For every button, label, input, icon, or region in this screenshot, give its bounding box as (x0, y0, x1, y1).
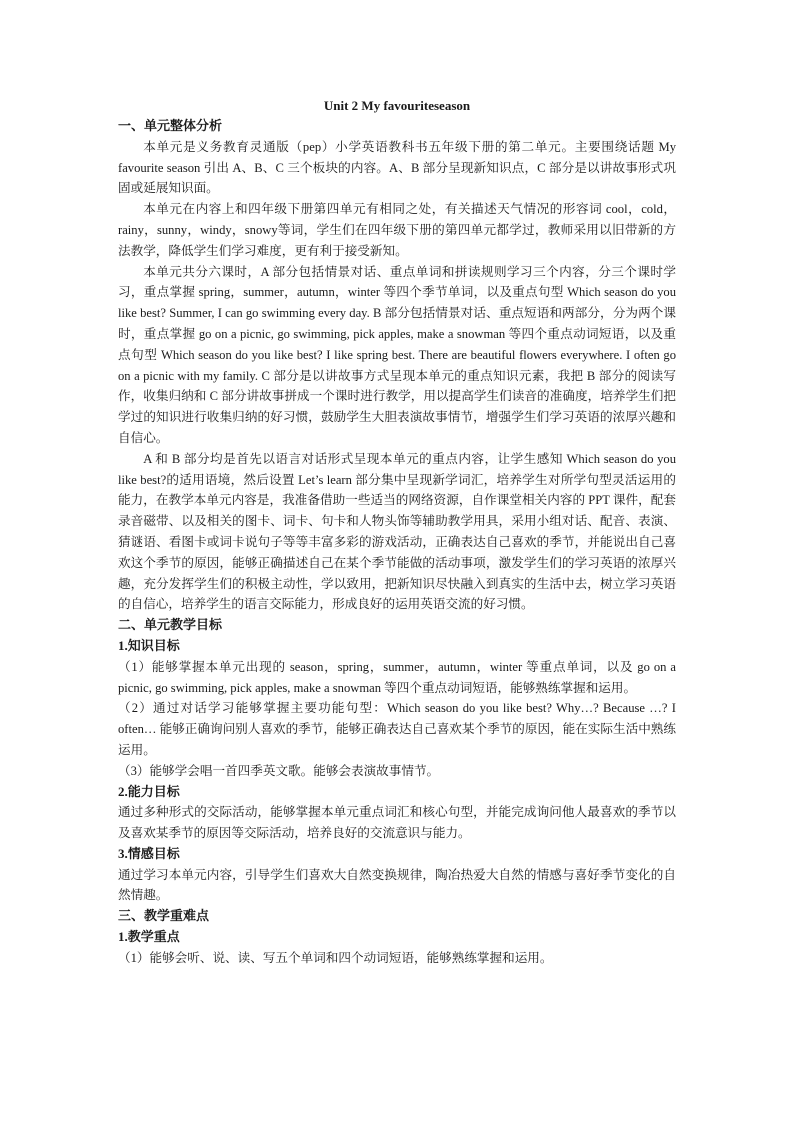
paragraph: 本单元是义务教育灵通版（pep）小学英语教科书五年级下册的第二单元。主要围绕话题 My favourite season 引出 A、B、C 三个板块的内容。A、B 部分呈现新知识点，C 部分是以讲故事形式巩固或延展知识面。 (118, 139, 676, 196)
paragraph: 通过多种形式的交际活动，能够掌握本单元重点词汇和核心句型，并能完成询问他人最喜欢的季节以及喜欢某季节的原因等交际活动，培养良好的交流意识与能力。 (118, 805, 676, 841)
list-item: （1）能够会听、说、读、写五个单词和四个动词短语，能够熟练掌握和运用。 (118, 950, 553, 965)
list-item: （3）能够学会唱一首四季英文歌。能够会表演故事情节。 (118, 763, 440, 778)
section-heading-objectives: 二、单元教学目标 (118, 617, 223, 633)
paragraph: 本单元在内容上和四年级下册第四单元有相同之处，有关描述天气情况的形容词 cool，cold，rainy，sunny，windy，snowy等词，学生们在四年级下册的第四单元都学过，教师采用以旧带新的方法教学，降低学生们学习难度，更有利于接受新知。 (118, 202, 676, 258)
document-page (118, 96, 676, 969)
subheading-emotion: 3.情感目标 (118, 845, 180, 861)
section-heading-analysis: 一、单元整体分析 (118, 118, 223, 133)
paragraph: 通过学习本单元内容，引导学生们喜欢大自然变换规律，陶冶热爱大自然的情感与喜好季节变化的自然情趣。 (118, 867, 676, 903)
subheading-knowledge: 1.知识目标 (118, 637, 180, 653)
list-item: （2）通过对话学习能够掌握主要功能句型：Which season do you like best? Why…? Because …? I often… 能够正确询问别人喜欢的季节，能够正确表达自己喜欢某个季节的原因，能在实际生活中熟练运用。 (118, 701, 676, 757)
section-heading-key-points: 三、教学重难点 (118, 908, 210, 924)
subheading-teaching-focus: 1.教学重点 (118, 929, 180, 945)
subheading-ability: 2.能力目标 (118, 783, 180, 799)
document-title: Unit 2 My favouriteseason (323, 98, 471, 113)
list-item: （1）能够掌握本单元出现的 season，spring，summer，autumn，winter 等重点单词，以及 go on a picnic, go swimming, pick apples, make a snowman 等四个重点动词短语，能够熟练掌握和运用。 (118, 659, 676, 695)
paragraph: A 和 B 部分均是首先以语言对话形式呈现本单元的重点内容，让学生感知 Which season do you like best?的适用语境，然后设置 Let’s learn 部分集中呈现新学词汇，培养学生对所学句型灵活运用的能力，在教学本单元内容是，我准备借助一些适当的网络资源，自作课堂相关内容的 PPT 课件，配套录音磁带、以及相关的图卡、词卡、句卡和人物头饰等辅助教学用具，采用小组对话、配音、表演、猜谜语、看图卡或词卡说句子等等丰富多彩的游戏活动，正确表达自己喜欢的季节，并能说出自己喜欢这个季节的原因，能够正确描述自己在某个季节能做的活动事项，激发学生们的学习英语的浓厚兴趣，充分发挥学生们的积极主动性，学以致用，把新知识尽快融入到真实的生活中去，树立学习英语的自信心，培养学生的语言交际能力，形成良好的运用英语交流的好习惯。 (118, 451, 676, 612)
paragraph: 本单元共分六课时，A 部分包括情景对话、重点单词和拼读规则学习三个内容，分三个课时学习，重点掌握 spring，summer，autumn，winter 等四个季节单词，以及重点句型 Which season do you like best? Summer, I can go swimming every day. B 部分包括情景对话、重点短语和两部分，分为两个课时，重点掌握 go on a picnic, go swimming, pick apples, make a snowman 等四个重点动词短语，以及重点句型 Which season do you like best? I like spring best. There are beautiful flowers everywhere. I often go on a picnic with my family. C 部分是以讲故事方式呈现本单元的重点知识元素，我把 B 部分的阅读写作，收集归纳和 C 部分讲故事拼成一个课时进行教学，用以提高学生们读音的准确度，培养学生们把学过的知识进行收集归纳的好习惯，鼓励学生大胆表演故事情节，增强学生们学习英语的浓厚兴趣和自信心。 (118, 264, 676, 445)
